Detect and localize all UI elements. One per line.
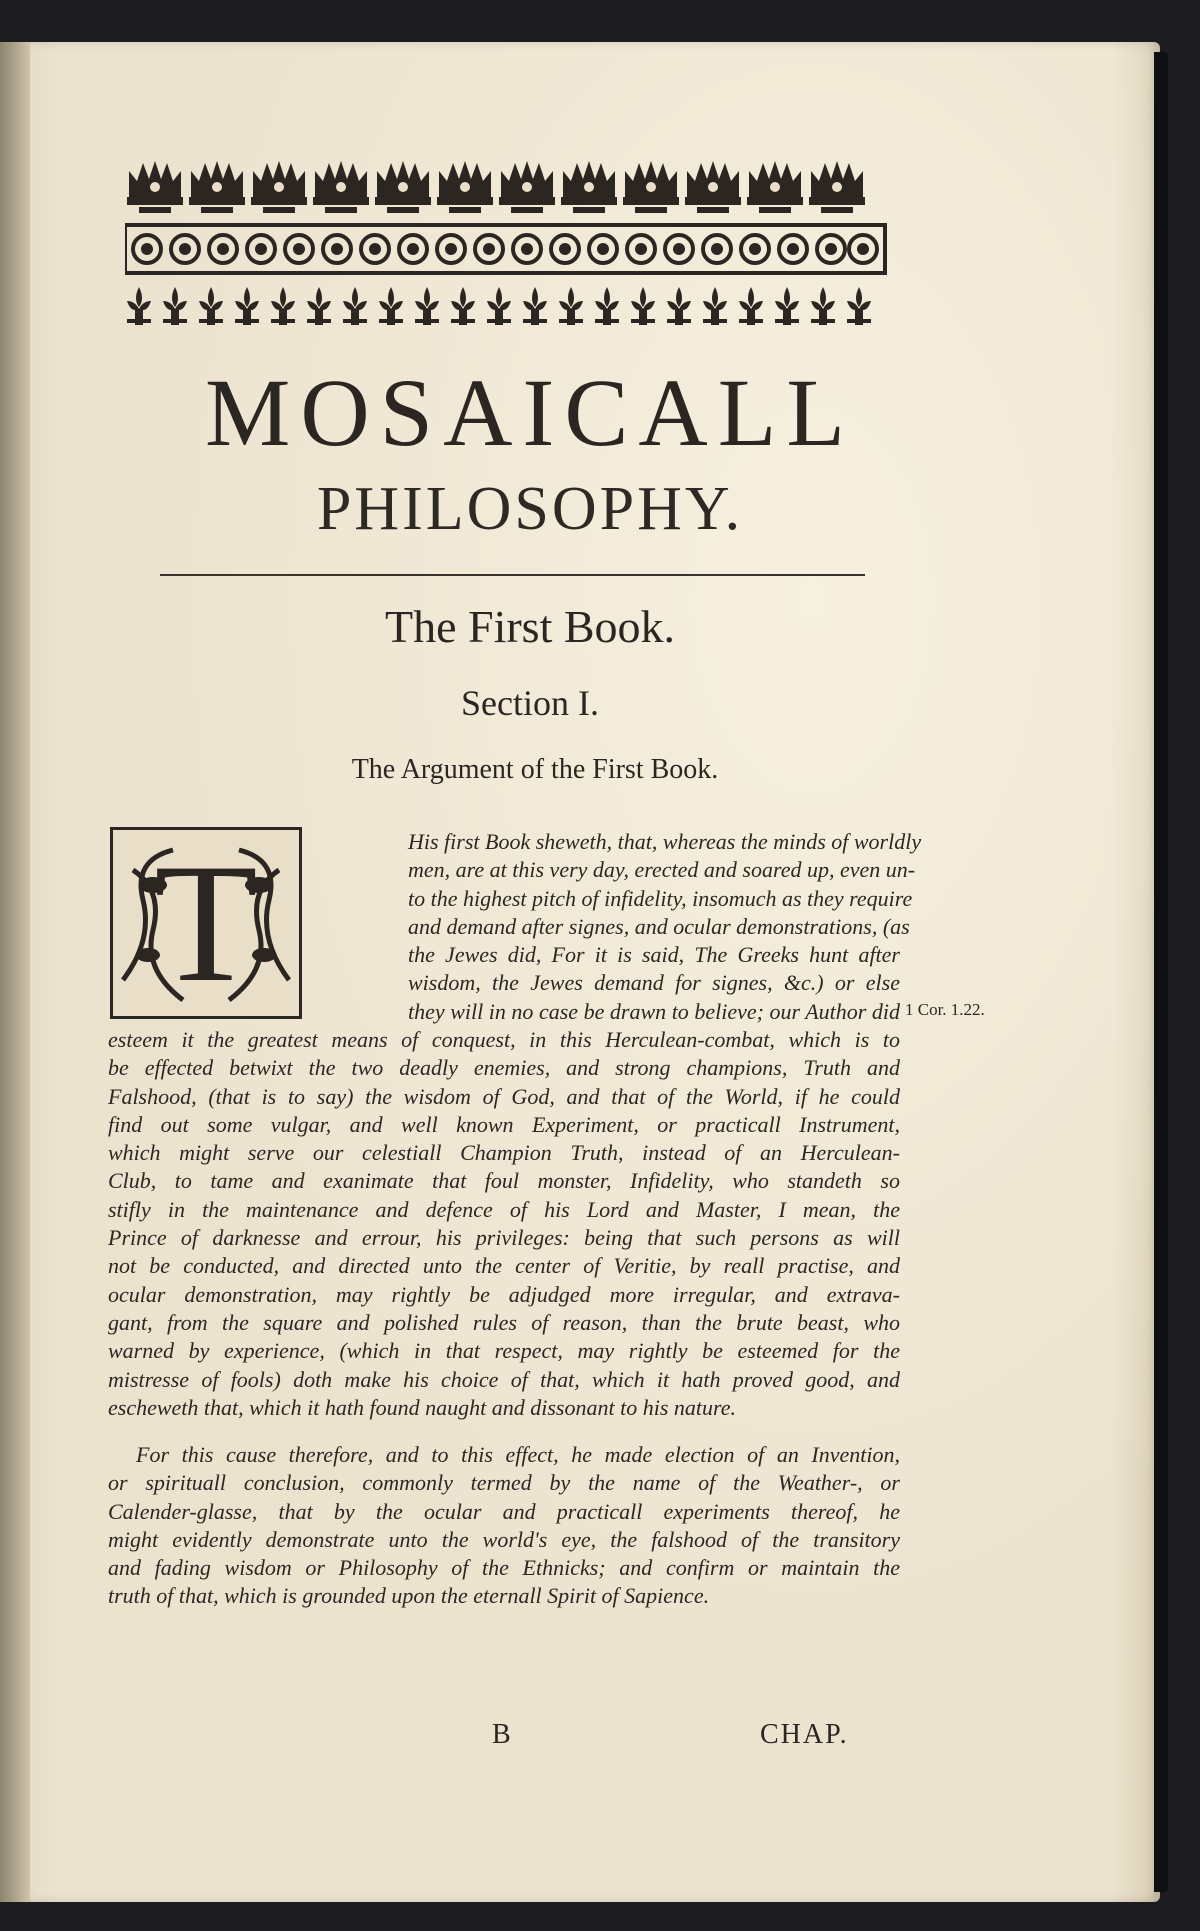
text-line: men, are at this very day, erected and soared up, even un- bbox=[408, 857, 916, 883]
text-line: truth of that, which is grounded upon the eternall Spirit of Sapience. bbox=[108, 1583, 710, 1609]
text-line: mistresse of fools) doth make his choice of that, which it hath proved good, and bbox=[108, 1366, 900, 1392]
text-line: For this cause therefore, and to this effect, he made election of an Invention, bbox=[136, 1442, 900, 1467]
argument-heading: The Argument of the First Book. bbox=[351, 754, 719, 785]
crown-ornament-band bbox=[125, 157, 905, 347]
title-subtitle: PHILOSOPHY. bbox=[316, 475, 744, 543]
text-line: Calender-glasse, that by the ocular and practicall experiments thereof, he bbox=[108, 1498, 900, 1524]
text-line: to the highest pitch of infidelity, insomuch as they require bbox=[408, 885, 913, 911]
text-line: stifly in the maintenance and defence of his Lord and Master, I mean, the bbox=[108, 1196, 900, 1222]
text-line: His first Book sheweth, that, whereas the minds of worldly bbox=[408, 829, 922, 854]
text-line: Club, to tame and exanimate that foul monster, Infidelity, who standeth so bbox=[108, 1168, 900, 1194]
text-line: wisdom, the Jewes demand for signes, &c.) or else bbox=[408, 970, 900, 996]
paragraph-1 bbox=[108, 1026, 900, 1422]
section-heading: Section I. bbox=[461, 683, 599, 723]
signature-mark: B bbox=[492, 1719, 511, 1750]
margin-citation: 1 Cor. 1.22. bbox=[905, 1000, 985, 1019]
paragraph-1-indented bbox=[108, 828, 922, 1026]
book-page bbox=[0, 42, 1160, 1902]
page-gutter bbox=[0, 42, 30, 1902]
text-line: they will in no case be drawn to believe; our Author did bbox=[408, 998, 900, 1024]
text-line: not be conducted, and directed unto the center of Veritie, by reall practise, and bbox=[108, 1253, 900, 1279]
paragraph-2 bbox=[108, 1441, 900, 1611]
text-line: and demand after signes, and ocular demonstrations, (as bbox=[408, 913, 910, 939]
text-line: and fading wisdom or Philosophy of the Ethnicks; and confirm or maintain the bbox=[108, 1555, 900, 1581]
text-line: Prince of darknesse and errour, his privileges: being that such persons as will bbox=[108, 1225, 900, 1251]
text-line: the Jewes did, For it is said, The Greeks hunt after bbox=[408, 942, 900, 968]
page-edge bbox=[1154, 52, 1168, 1892]
text-line: ocular demonstration, may rightly be adjudged more irregular, and extrava- bbox=[108, 1281, 900, 1307]
text-line: esteem it the greatest means of conquest, in this Herculean-combat, which is to bbox=[108, 1027, 900, 1052]
title-main: MOSAICALL bbox=[204, 359, 855, 466]
drop-cap-letter: T bbox=[154, 830, 258, 1016]
catchword: CHAP. bbox=[760, 1719, 849, 1750]
book-heading: The First Book. bbox=[384, 601, 676, 652]
text-line: find out some vulgar, and well known Experiment, or practicall Instrument, bbox=[108, 1111, 900, 1137]
text-line: be effected betwixt the two deadly enemies, and strong champions, Truth and bbox=[108, 1055, 900, 1081]
text-line: escheweth that, which it hath found naught and dissonant to his nature. bbox=[108, 1394, 736, 1420]
text-line: or spirituall conclusion, commonly termed by the name of the Weather-, or bbox=[108, 1470, 900, 1496]
text-line: which might serve our celestiall Champion Truth, instead of an Herculean- bbox=[108, 1140, 900, 1166]
text-line: Falshood, (that is to say) the wisdom of God, and that of the World, if he could bbox=[108, 1083, 900, 1109]
divider-rule bbox=[160, 574, 865, 576]
text-line: gant, from the square and polished rules of reason, than the brute beast, who bbox=[108, 1309, 900, 1335]
text-line: might evidently demonstrate unto the world's eye, the falshood of the transitory bbox=[108, 1526, 900, 1552]
text-line: warned by experience, (which in that respect, may rightly be esteemed for the bbox=[108, 1338, 900, 1364]
